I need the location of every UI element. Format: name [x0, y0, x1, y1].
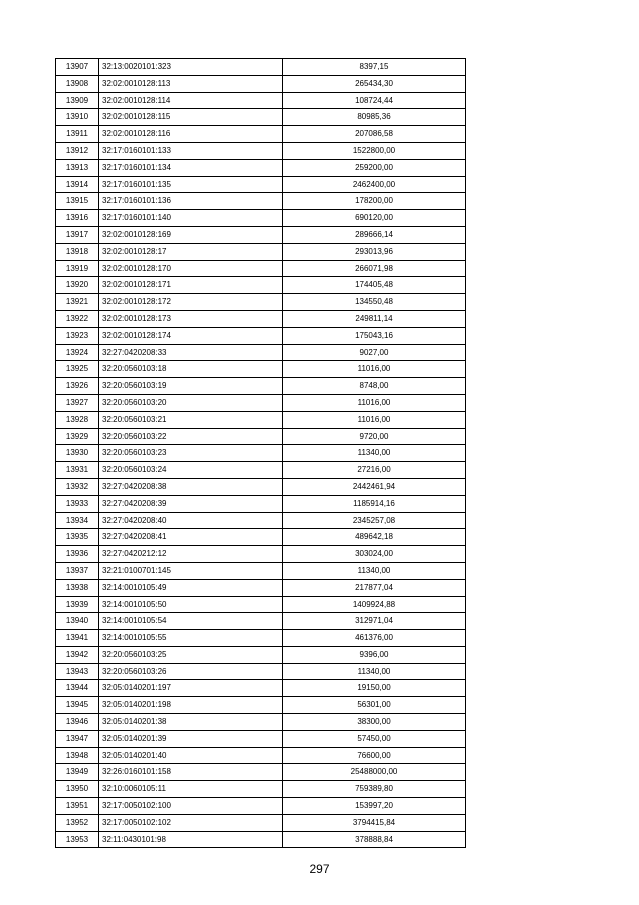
- table-row: [56, 310, 466, 327]
- cadastral-number-cell: 32:21:0100701:145: [99, 562, 283, 579]
- row-number-cell: 13940: [56, 613, 99, 630]
- value-cell: 312971,04: [283, 613, 466, 630]
- row-number-cell: 13929: [56, 428, 99, 445]
- table-row: [56, 462, 466, 479]
- value-cell: 108724,44: [283, 92, 466, 109]
- row-number-cell: 13907: [56, 59, 99, 76]
- row-number-cell: 13943: [56, 663, 99, 680]
- table-row: [56, 747, 466, 764]
- row-number-cell: 13945: [56, 697, 99, 714]
- value-cell: 461376,00: [283, 630, 466, 647]
- row-number-cell: 13909: [56, 92, 99, 109]
- value-cell: 11016,00: [283, 394, 466, 411]
- value-cell: 289666,14: [283, 226, 466, 243]
- value-cell: 217877,04: [283, 579, 466, 596]
- value-cell: 153997,20: [283, 798, 466, 815]
- cadastral-number-cell: 32:05:0140201:39: [99, 730, 283, 747]
- cadastral-number-cell: 32:20:0560103:20: [99, 394, 283, 411]
- cadastral-number-cell: 32:27:0420208:39: [99, 495, 283, 512]
- cadastral-number-cell: 32:02:0010128:172: [99, 294, 283, 311]
- row-number-cell: 13937: [56, 562, 99, 579]
- value-cell: 2345257,08: [283, 512, 466, 529]
- table-row: [56, 613, 466, 630]
- row-number-cell: 13918: [56, 243, 99, 260]
- value-cell: 9720,00: [283, 428, 466, 445]
- cadastral-number-cell: 32:27:0420208:33: [99, 344, 283, 361]
- cadastral-number-cell: 32:17:0160101:135: [99, 176, 283, 193]
- table-row: [56, 109, 466, 126]
- row-number-cell: 13925: [56, 361, 99, 378]
- table-row: [56, 529, 466, 546]
- table-body: [56, 59, 466, 848]
- row-number-cell: 13913: [56, 159, 99, 176]
- cadastral-number-cell: 32:20:0560103:22: [99, 428, 283, 445]
- table-row: [56, 512, 466, 529]
- table-row: [56, 126, 466, 143]
- row-number-cell: 13917: [56, 226, 99, 243]
- value-cell: 690120,00: [283, 210, 466, 227]
- value-cell: 1522800,00: [283, 142, 466, 159]
- row-number-cell: 13910: [56, 109, 99, 126]
- value-cell: 11016,00: [283, 411, 466, 428]
- row-number-cell: 13953: [56, 831, 99, 848]
- row-number-cell: 13924: [56, 344, 99, 361]
- table-row: [56, 344, 466, 361]
- table-row: [56, 277, 466, 294]
- value-cell: 11340,00: [283, 663, 466, 680]
- table-row: [56, 562, 466, 579]
- table-row: [56, 646, 466, 663]
- table-row: [56, 764, 466, 781]
- table-row: [56, 814, 466, 831]
- value-cell: 76600,00: [283, 747, 466, 764]
- value-cell: 259200,00: [283, 159, 466, 176]
- row-number-cell: 13934: [56, 512, 99, 529]
- table-row: [56, 75, 466, 92]
- value-cell: 3794415,84: [283, 814, 466, 831]
- cadastral-number-cell: 32:20:0560103:26: [99, 663, 283, 680]
- cadastral-number-cell: 32:10:0060105:11: [99, 781, 283, 798]
- row-number-cell: 13908: [56, 75, 99, 92]
- cadastral-number-cell: 32:20:0560103:24: [99, 462, 283, 479]
- cadastral-number-cell: 32:14:0010105:55: [99, 630, 283, 647]
- table-row: [56, 210, 466, 227]
- table-row: [56, 59, 466, 76]
- table-row: [56, 394, 466, 411]
- cadastral-number-cell: 32:17:0050102:102: [99, 814, 283, 831]
- table-row: [56, 159, 466, 176]
- value-cell: 1409924,88: [283, 596, 466, 613]
- row-number-cell: 13915: [56, 193, 99, 210]
- value-cell: 175043,16: [283, 327, 466, 344]
- cadastral-number-cell: 32:14:0010105:49: [99, 579, 283, 596]
- value-cell: 266071,98: [283, 260, 466, 277]
- cadastral-number-cell: 32:17:0160101:134: [99, 159, 283, 176]
- value-cell: 207086,58: [283, 126, 466, 143]
- table-row: [56, 579, 466, 596]
- row-number-cell: 13930: [56, 445, 99, 462]
- value-cell: 9027,00: [283, 344, 466, 361]
- cadastral-number-cell: 32:17:0050102:100: [99, 798, 283, 815]
- row-number-cell: 13942: [56, 646, 99, 663]
- cadastral-number-cell: 32:20:0560103:19: [99, 378, 283, 395]
- row-number-cell: 13921: [56, 294, 99, 311]
- table-row: [56, 596, 466, 613]
- table-row: [56, 680, 466, 697]
- cadastral-number-cell: 32:05:0140201:197: [99, 680, 283, 697]
- cadastral-number-cell: 32:02:0010128:171: [99, 277, 283, 294]
- value-cell: 265434,30: [283, 75, 466, 92]
- table-row: [56, 428, 466, 445]
- table-row: [56, 663, 466, 680]
- cadastral-number-cell: 32:02:0010128:17: [99, 243, 283, 260]
- value-cell: 19150,00: [283, 680, 466, 697]
- cadastral-number-cell: 32:05:0140201:198: [99, 697, 283, 714]
- row-number-cell: 13927: [56, 394, 99, 411]
- row-number-cell: 13944: [56, 680, 99, 697]
- table-row: [56, 294, 466, 311]
- cadastral-number-cell: 32:17:0160101:136: [99, 193, 283, 210]
- value-cell: 2462400,00: [283, 176, 466, 193]
- row-number-cell: 13926: [56, 378, 99, 395]
- value-cell: 174405,48: [283, 277, 466, 294]
- cadastral-number-cell: 32:17:0160101:133: [99, 142, 283, 159]
- table-row: [56, 478, 466, 495]
- cadastral-number-cell: 32:05:0140201:38: [99, 714, 283, 731]
- table-row: [56, 714, 466, 731]
- table-row: [56, 630, 466, 647]
- table-row: [56, 142, 466, 159]
- value-cell: 1185914,16: [283, 495, 466, 512]
- row-number-cell: 13914: [56, 176, 99, 193]
- cadastral-number-cell: 32:20:0560103:23: [99, 445, 283, 462]
- value-cell: 8397,15: [283, 59, 466, 76]
- value-cell: 2442461,94: [283, 478, 466, 495]
- cadastral-number-cell: 32:05:0140201:40: [99, 747, 283, 764]
- row-number-cell: 13916: [56, 210, 99, 227]
- value-cell: 11340,00: [283, 562, 466, 579]
- value-cell: 11340,00: [283, 445, 466, 462]
- row-number-cell: 13950: [56, 781, 99, 798]
- value-cell: 80985,36: [283, 109, 466, 126]
- row-number-cell: 13920: [56, 277, 99, 294]
- table-row: [56, 226, 466, 243]
- cadastral-number-cell: 32:20:0560103:18: [99, 361, 283, 378]
- cadastral-number-cell: 32:02:0010128:170: [99, 260, 283, 277]
- table-row: [56, 378, 466, 395]
- value-cell: 25488000,00: [283, 764, 466, 781]
- value-cell: 57450,00: [283, 730, 466, 747]
- cadastral-number-cell: 32:20:0560103:21: [99, 411, 283, 428]
- row-number-cell: 13938: [56, 579, 99, 596]
- cadastral-number-cell: 32:02:0010128:113: [99, 75, 283, 92]
- row-number-cell: 13912: [56, 142, 99, 159]
- cadastral-number-cell: 32:02:0010128:115: [99, 109, 283, 126]
- row-number-cell: 13911: [56, 126, 99, 143]
- cadastral-number-cell: 32:27:0420208:40: [99, 512, 283, 529]
- value-cell: 8748,00: [283, 378, 466, 395]
- table-row: [56, 260, 466, 277]
- value-cell: 9396,00: [283, 646, 466, 663]
- value-cell: 27216,00: [283, 462, 466, 479]
- cadastral-number-cell: 32:02:0010128:174: [99, 327, 283, 344]
- table-row: [56, 495, 466, 512]
- row-number-cell: 13951: [56, 798, 99, 815]
- value-cell: 378888,84: [283, 831, 466, 848]
- cadastral-number-cell: 32:14:0010105:50: [99, 596, 283, 613]
- table-row: [56, 831, 466, 848]
- value-cell: 38300,00: [283, 714, 466, 731]
- cadastral-number-cell: 32:14:0010105:54: [99, 613, 283, 630]
- cadastral-number-cell: 32:02:0010128:169: [99, 226, 283, 243]
- cadastral-number-cell: 32:20:0560103:25: [99, 646, 283, 663]
- cadastral-number-cell: 32:27:0420212:12: [99, 546, 283, 563]
- value-cell: 134550,48: [283, 294, 466, 311]
- value-cell: 489642,18: [283, 529, 466, 546]
- row-number-cell: 13928: [56, 411, 99, 428]
- cadastral-number-cell: 32:26:0160101:158: [99, 764, 283, 781]
- cadastral-number-cell: 32:02:0010128:114: [99, 92, 283, 109]
- row-number-cell: 13939: [56, 596, 99, 613]
- cadastral-number-cell: 32:02:0010128:173: [99, 310, 283, 327]
- table-row: [56, 798, 466, 815]
- table-row: [56, 243, 466, 260]
- table-row: [56, 781, 466, 798]
- row-number-cell: 13948: [56, 747, 99, 764]
- value-cell: 178200,00: [283, 193, 466, 210]
- table-row: [56, 361, 466, 378]
- row-number-cell: 13952: [56, 814, 99, 831]
- table-row: [56, 193, 466, 210]
- value-cell: 249811,14: [283, 310, 466, 327]
- row-number-cell: 13919: [56, 260, 99, 277]
- row-number-cell: 13933: [56, 495, 99, 512]
- table-row: [56, 445, 466, 462]
- table-row: [56, 92, 466, 109]
- cadastral-number-cell: 32:11:0430101:98: [99, 831, 283, 848]
- table-row: [56, 697, 466, 714]
- row-number-cell: 13932: [56, 478, 99, 495]
- table-row: [56, 730, 466, 747]
- page-number: 297: [309, 862, 330, 876]
- table-row: [56, 546, 466, 563]
- table-row: [56, 176, 466, 193]
- value-cell: 759389,80: [283, 781, 466, 798]
- row-number-cell: 13922: [56, 310, 99, 327]
- value-cell: 303024,00: [283, 546, 466, 563]
- row-number-cell: 13941: [56, 630, 99, 647]
- value-cell: 11016,00: [283, 361, 466, 378]
- row-number-cell: 13931: [56, 462, 99, 479]
- row-number-cell: 13946: [56, 714, 99, 731]
- cadastral-number-cell: 32:17:0160101:140: [99, 210, 283, 227]
- table-row: [56, 327, 466, 344]
- row-number-cell: 13935: [56, 529, 99, 546]
- cadastral-value-table: [55, 58, 466, 848]
- value-cell: 56301,00: [283, 697, 466, 714]
- value-cell: 293013,96: [283, 243, 466, 260]
- row-number-cell: 13949: [56, 764, 99, 781]
- row-number-cell: 13947: [56, 730, 99, 747]
- row-number-cell: 13936: [56, 546, 99, 563]
- cadastral-number-cell: 32:13:0020101:323: [99, 59, 283, 76]
- cadastral-number-cell: 32:27:0420208:41: [99, 529, 283, 546]
- cadastral-number-cell: 32:02:0010128:116: [99, 126, 283, 143]
- row-number-cell: 13923: [56, 327, 99, 344]
- table-row: [56, 411, 466, 428]
- cadastral-number-cell: 32:27:0420208:38: [99, 478, 283, 495]
